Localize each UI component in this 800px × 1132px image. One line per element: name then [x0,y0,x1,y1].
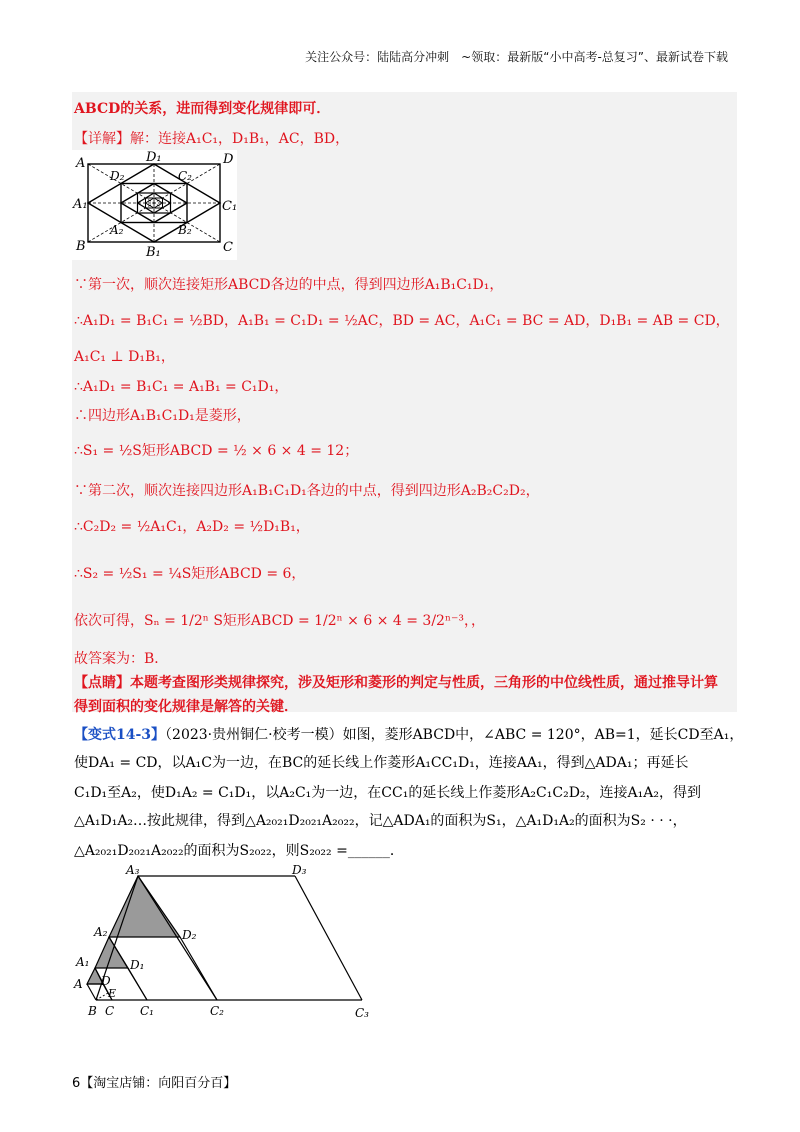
svg-text:A₁: A₁ [73,197,88,212]
svg-text:B: B [76,239,86,254]
svg-text:D₁: D₁ [146,150,162,165]
svg-text:C₂: C₂ [178,169,192,183]
solution-line-7: ∴四边形A₁B₁C₁D₁是菱形， [74,408,251,424]
solution-line-8: ∴S₁ = ½S矩形ABCD = ½ × 6 × 4 = 12； [74,443,359,459]
solution-line-11: ∴S₂ = ½S₁ = ¼S矩形ABCD = 6， [74,566,306,582]
solution-detail-label: 【详解】解：连接A₁C₁，D₁B₁，AC，BD， [74,131,350,147]
svg-text:B: B [88,1004,97,1018]
label-A: A [76,156,86,171]
solution-line-9: ∵第二次，顺次连接四边形A₁B₁C₁D₁各边的中点，得到四边形A₂B₂C₂D₂， [74,483,540,499]
svg-text:D: D [223,152,234,167]
svg-text:C₃: C₃ [355,1006,369,1020]
solution-line-6: ∴A₁D₁ = B₁C₁ = A₁B₁ = C₁D₁， [74,379,289,395]
svg-text:D₂: D₂ [110,169,125,183]
solution-line-5: A₁C₁ ⊥ D₁B₁， [74,349,175,365]
problem-line-4: △A₁D₁A₂…按此规律，得到△A₂₀₂₁D₂₀₂₁A₂₀₂₂，记△ADA₁的面积为S₁，△A₁D₁A₂的面积为S₂ · · ·， [74,813,687,829]
problem-line-1: 【变式14-3】（2023·贵州铜仁·校考一模）如图，菱形ABCD中，∠ABC = 120°，AB=1，延长CD至A₁， [74,727,744,743]
svg-text:B₂: B₂ [178,223,192,237]
svg-text:E: E [108,987,117,1000]
svg-text:D: D [101,974,111,988]
svg-text:D₁: D₁ [130,958,145,972]
svg-text:A: A [74,977,83,991]
answer-line: 故答案为：B． [74,651,169,667]
svg-text:C₁: C₁ [222,199,237,214]
figure-nested-quadrilaterals [72,150,237,260]
svg-text:C: C [105,1004,115,1018]
page-footer: 6【淘宝店铺：向阳百分百】 [72,1076,237,1091]
svg-text:D₂: D₂ [182,928,197,942]
solution-line-1: ABCD的关系，进而得到变化规律即可． [74,101,331,117]
svg-text:C₁: C₁ [140,1004,154,1018]
svg-text:A₂: A₂ [110,223,124,237]
page-header: 关注公众号：陆陆高分冲刺 ~领取：最新版“小中高考-总复习”、最新试卷下载 [305,50,728,64]
svg-text:B₁: B₁ [146,245,161,260]
comment-line-2: 得到面积的变化规律是解答的关键． [74,699,298,715]
problem-line-2: 使DA₁ = CD，以A₁C为一边，在BC的延长线上作菱形A₁CC₁D₁，连接AA₁，得到△ADA₁；再延长 [74,755,689,771]
solution-line-12: 依次可得，Sₙ = 1/2ⁿ S矩形ABCD = 1/2ⁿ × 6 × 4 = 3/2ⁿ⁻³，， [74,613,486,629]
svg-text:A₂: A₂ [94,925,108,939]
svg-text:D₃: D₃ [292,863,307,877]
svg-text:A₃: A₃ [126,863,140,877]
svg-text:C₂: C₂ [210,1004,224,1018]
problem-line-5: △A₂₀₂₁D₂₀₂₁A₂₀₂₂的面积为S₂₀₂₂，则S₂₀₂₂ =______． [74,843,404,859]
solution-line-4: ∴A₁D₁ = B₁C₁ = ½BD，A₁B₁ = C₁D₁ = ½AC，BD = AC，A₁C₁ = BC = AD，D₁B₁ = AB = CD， [74,313,730,329]
figure-rhombus-chain [70,862,380,1022]
problem-tag: 【变式14-3】 [74,727,166,743]
solution-line-3: ∵第一次，顺次连接矩形ABCD各边的中点，得到四边形A₁B₁C₁D₁， [74,277,504,293]
svg-text:C: C [223,240,233,255]
problem-line-3: C₁D₁至A₂，使D₁A₂ = C₁D₁，以A₂C₁为一边，在CC₁的延长线上作菱形A₂C₁C₂D₂，连接A₁A₂，得到 [74,785,701,801]
comment-line-1: 【点睛】本题考查图形类规律探究，涉及矩形和菱形的判定与性质，三角形的中位线性质，通过推导计算 [74,675,718,691]
svg-text:A₁: A₁ [76,955,90,969]
solution-line-10: ∴C₂D₂ = ½A₁C₁，A₂D₂ = ½D₁B₁， [74,519,310,535]
